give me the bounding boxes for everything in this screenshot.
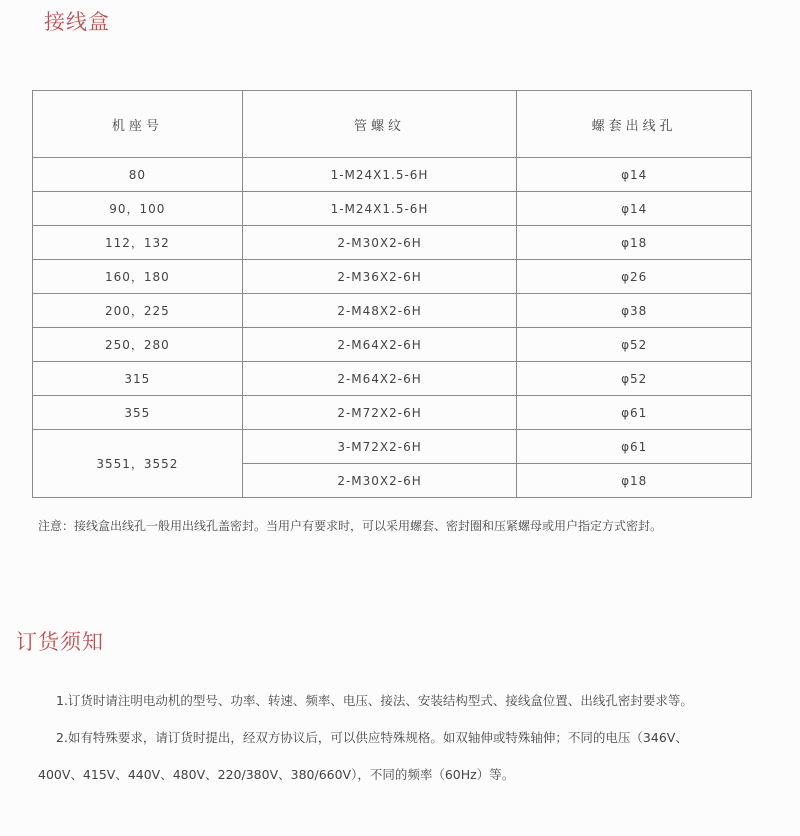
cell-frame: 112，132 [33, 226, 243, 260]
sealing-note: 注意：接线盒出线孔一般用出线孔盖密封。当用户有要求时，可以采用螺套、密封圈和压紧螺母或用户指定方式密封。 [38, 519, 663, 533]
cell-thread: 2-M36X2-6H [242, 260, 517, 294]
cell-hole: φ18 [517, 226, 752, 260]
cell-thread: 1-M24X1.5-6H [242, 158, 517, 192]
table-row [33, 192, 752, 226]
cell-hole: φ61 [517, 430, 752, 464]
cell-frame: 3551，3552 [33, 430, 243, 498]
cell-frame: 80 [33, 158, 243, 192]
cell-hole: φ38 [517, 294, 752, 328]
list-item: 1.订货时请注明电动机的型号、功率、转速、频率、电压、接法、安装结构型式、接线盒位置、出线孔密封要求等。 [56, 693, 693, 708]
cell-frame: 250，280 [33, 328, 243, 362]
cell-frame: 315 [33, 362, 243, 396]
table-row [33, 328, 752, 362]
cell-thread: 2-M48X2-6H [242, 294, 517, 328]
table-row [33, 396, 752, 430]
table-row [33, 430, 752, 464]
cell-thread: 2-M30X2-6H [242, 226, 517, 260]
list-item: 2.如有特殊要求，请订货时提出，经双方协议后，可以供应特殊规格。如双轴伸或特殊轴伸；不同的电压（346V、 [56, 730, 688, 745]
cell-hole: φ14 [517, 192, 752, 226]
cell-thread: 2-M64X2-6H [242, 328, 517, 362]
header-hole: 螺套出线孔 [517, 91, 752, 158]
ordering-notes-list [38, 682, 776, 793]
cell-hole: φ61 [517, 396, 752, 430]
section-title-ordering-notes: 订货须知 [16, 630, 104, 654]
cell-frame: 90，100 [33, 192, 243, 226]
cell-thread: 2-M72X2-6H [242, 396, 517, 430]
list-item-continuation: 400V、415V、440V、480V、220/380V、380/660V），不同的频率（60Hz）等。 [38, 767, 515, 782]
cell-hole: φ52 [517, 362, 752, 396]
cell-frame: 160，180 [33, 260, 243, 294]
cell-thread: 3-M72X2-6H [242, 430, 517, 464]
header-thread: 管螺纹 [242, 91, 517, 158]
junction-box-table [32, 90, 752, 498]
cell-thread: 2-M30X2-6H [242, 464, 517, 498]
table-row [33, 362, 752, 396]
header-frame: 机座号 [33, 91, 243, 158]
table-row [33, 158, 752, 192]
table-row [33, 260, 752, 294]
cell-hole: φ14 [517, 158, 752, 192]
section-title-junction-box: 接线盒 [44, 10, 110, 34]
cell-hole: φ52 [517, 328, 752, 362]
table-row [33, 294, 752, 328]
cell-hole: φ18 [517, 464, 752, 498]
cell-thread: 1-M24X1.5-6H [242, 192, 517, 226]
cell-hole: φ26 [517, 260, 752, 294]
cell-frame: 355 [33, 396, 243, 430]
table-row [33, 226, 752, 260]
table-header-row [33, 91, 752, 158]
cell-thread: 2-M64X2-6H [242, 362, 517, 396]
cell-frame: 200，225 [33, 294, 243, 328]
